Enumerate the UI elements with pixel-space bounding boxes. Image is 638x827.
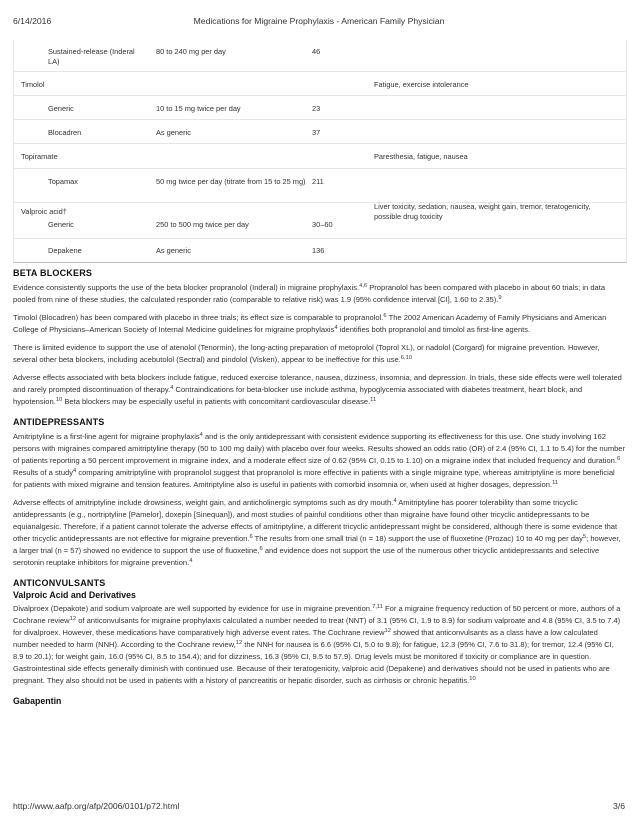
effects-cell: Paresthesia, fatigue, nausea [374, 152, 468, 161]
drug-category-cell: Timolol [21, 80, 45, 89]
cost-cell: 23 [312, 104, 321, 113]
paragraph: Timolol (Blocadren) has been compared with placebo in three trials; its effect size is comparable to propranolol.$^6$ The 2002 American Academy of Family Physicians and American College of Physicians–American Society of Internal Medicine guidelines for migraine prophylaxis$^4$ identifies both propranolol and timolol as first-line agents. [13, 313, 607, 334]
subsection-heading-gabapentin: Gabapentin [13, 696, 62, 706]
dosage-cell: 250 to 500 mg twice per day [156, 220, 249, 229]
paragraph: Evidence consistently supports the use of the beta blocker propranolol (Inderal) in migraine prophylaxis.$^{4,6}$ Propranolol has been compared with placebo in about 60 trials; in data pooled from nine of these studies, the calculated responder ratio (comparable to relative risk) was 1.9 (95% confidence interval [CI], 1.60 to 2.35).$^9$ [13, 283, 606, 304]
section-heading-beta-blockers: BETA BLOCKERS [13, 268, 93, 278]
table-row [14, 238, 626, 263]
effects-cell: Fatigue, exercise intolerance [374, 80, 469, 89]
paragraph: Adverse effects of amitriptyline include drowsiness, weight gain, and anticholinergic symptoms such as dry mouth.$^4$ Amitriptyline has poorer tolerability than some tricyclic antidepressants (e.g., nortriptyline [Pamelor], doxepin [Sinequan]), and most studies of painful conditions other than migraine have found other tricyclic antidepressants to be equianalgesic. Therefore, if a patient cannot tolerate the adverse effects of amitriptyline, a different tricyclic antidepressant might be considered, although there is some evidence that other tricyclic antidepressants are not effective for migraine prevention.$^6$ The results from one small trial (n = 18) support the use of fluoxetine (Prozac) 10 to 40 mg per day$^5$; however, a larger trial (n = 57) showed no evidence to support the use of fluoxetine,$^6$ and evidence does not support the use of the numerous other tricyclic antidepressants and selective serotonin reuptake inhibitors for migraine prevention.$^4$ [13, 498, 621, 567]
cost-cell: 211 [312, 177, 324, 186]
paragraph: There is limited evidence to support the use of atenolol (Tenormin), the long-acting preparation of metoprolol (Toprol XL), or nadolol (Corgard) for migraine prevention. However, several other beta blockers, including acebutolol (Sectral) and pindolol (Visken), appear to be ineffective for this use.$^{6,10}$ [13, 343, 600, 364]
table-row [14, 95, 626, 120]
page-header [13, 16, 625, 28]
paragraph: Divalproex (Depakote) and sodium valproate are well supported by evidence for use in migraine prevention.$^{7,11}$ For a migraine frequency reduction of 50 percent or more, authors of a Cochrane review$^{12}$ of anticonvulsants for migraine prophylaxis calculated a number needed to treat (NNT) of 3.1 (95% CI, 1.9 to 8.9) for sodium valproate and 4.8 (95% CI, 3.5 to 7.4) for divalproex. However, these medications have comparatively high adverse event rates. The Cochrane review$^{12}$ showed that anticonvulsants as a class have a low calculated number needed to harm (NNH). According to the Cochrane review,$^{12}$ the NNH for nausea is 6.6 (95% CI, 5.0 to 9.8); for fatigue, 12.3 (95% CI, 7.6 to 31.8); for tremor, 12.4 (95% CI, 8.9 to 20.1); for weight gain, 16.0 (95% CI, 8.5 to 154.4); and for dizziness, 16.3 (95% CI, 9.5 to 57.9). Drug levels must be monitored if toxicity or compliance are in question. Gastrointestinal side effects generally diminish with continued use. Because of their teratogenicity, valproic acid (Depakene) and derivatives should not be used in patients who are pregnant. They also should not be used in patients with a history of pancreatitis or hepatic disorder, such as cirrhosis or chronic hepatitis.$^{10}$ [13, 604, 621, 685]
drug-cell: Sustained-release (Inderal LA) [48, 47, 135, 66]
dosage-cell: 10 to 15 mg twice per day [156, 104, 241, 113]
drug-category-cell: Topiramate [21, 152, 58, 161]
page-footer [13, 801, 625, 813]
page-url: http://www.aafp.org/afp/2006/0101/p72.html [13, 801, 180, 811]
subsection-heading-valproic: Valproic Acid and Derivatives [13, 590, 136, 600]
table-row [14, 40, 626, 71]
section-heading-anticonvulsants: ANTICONVULSANTS [13, 578, 106, 588]
drug-cell: Depakene [48, 246, 82, 255]
dosage-cell: As generic [156, 128, 191, 137]
article-body [13, 267, 625, 707]
drug-cell: Generic [48, 220, 74, 229]
section-heading-antidepressants: ANTIDEPRESSANTS [13, 417, 105, 427]
cost-cell: 30–60 [312, 220, 333, 229]
page-number: 3/6 [613, 801, 625, 811]
table-row [14, 119, 626, 144]
paragraph: Amitriptyline is a first-line agent for migraine prophylaxis$^4$ and is the only antidepressant with consistent evidence supporting its effectiveness for this use. One study involving 162 persons with migraines compared amitriptyline therapy (50 to 100 mg daily) with placebo over four weeks. Results showed an odds ratio (OR) of 2.4 (95% CI, 1.1 to 5.4) for the number of patients reporting a 50 percent improvement in migraine index, and a moderate effect size of 0.62 (95% CI, 0.15 to 1.10) on a migraine index that included frequency and duration.$^6$ Results of a study$^4$ comparing amitriptyline with propranolol suggest that propranolol is more effective in patients with a single migraine type, whereas amitriptyline is more beneficial for patients with mixed migraine and tension features. Amitriptyline also is useful in patients with comorbid insomnia or, when used at higher dosages, depression.$^{11}$ [13, 432, 626, 489]
table-row [14, 71, 626, 96]
effects-cell: Liver toxicity, sedation, nausea, weight gain, tremor, teratogenicity, possible drug toxicity [374, 202, 591, 221]
table-row [14, 214, 626, 238]
page-title: Medications for Migraine Prophylaxis - American Family Physician [193, 16, 445, 26]
cost-cell: 136 [312, 246, 325, 255]
cost-cell: 46 [312, 47, 321, 56]
drug-category-cell: Valproic acid† [21, 207, 67, 216]
table-row [14, 168, 626, 203]
dosage-cell: As generic [156, 246, 191, 255]
medication-table [13, 40, 627, 263]
dosage-cell: 80 to 240 mg per day [156, 47, 226, 56]
drug-cell: Topamax [48, 177, 78, 186]
drug-cell: Generic [48, 104, 74, 113]
paragraph: Adverse effects associated with beta blockers include fatigue, reduced exercise tolerance, nausea, dizziness, insomnia, and depression. In trials, these side effects were well tolerated and rarely prompted discontinuation of therapy.$^4$ Contraindications for beta-blocker use include asthma, hypoglycemia associated with diabetes treatment, heart block, and hypotension.$^{10}$ Beta blockers may be especially useful in patients with concomitant cardiovascular disease.$^{11}$ [13, 373, 622, 406]
cost-cell: 37 [312, 128, 321, 137]
drug-cell: Blocadren [48, 128, 82, 137]
table-row [14, 143, 626, 169]
dosage-cell: 50 mg twice per day (titrate from 15 to 25 mg) [156, 177, 306, 186]
print-date: 6/14/2016 [13, 16, 52, 26]
